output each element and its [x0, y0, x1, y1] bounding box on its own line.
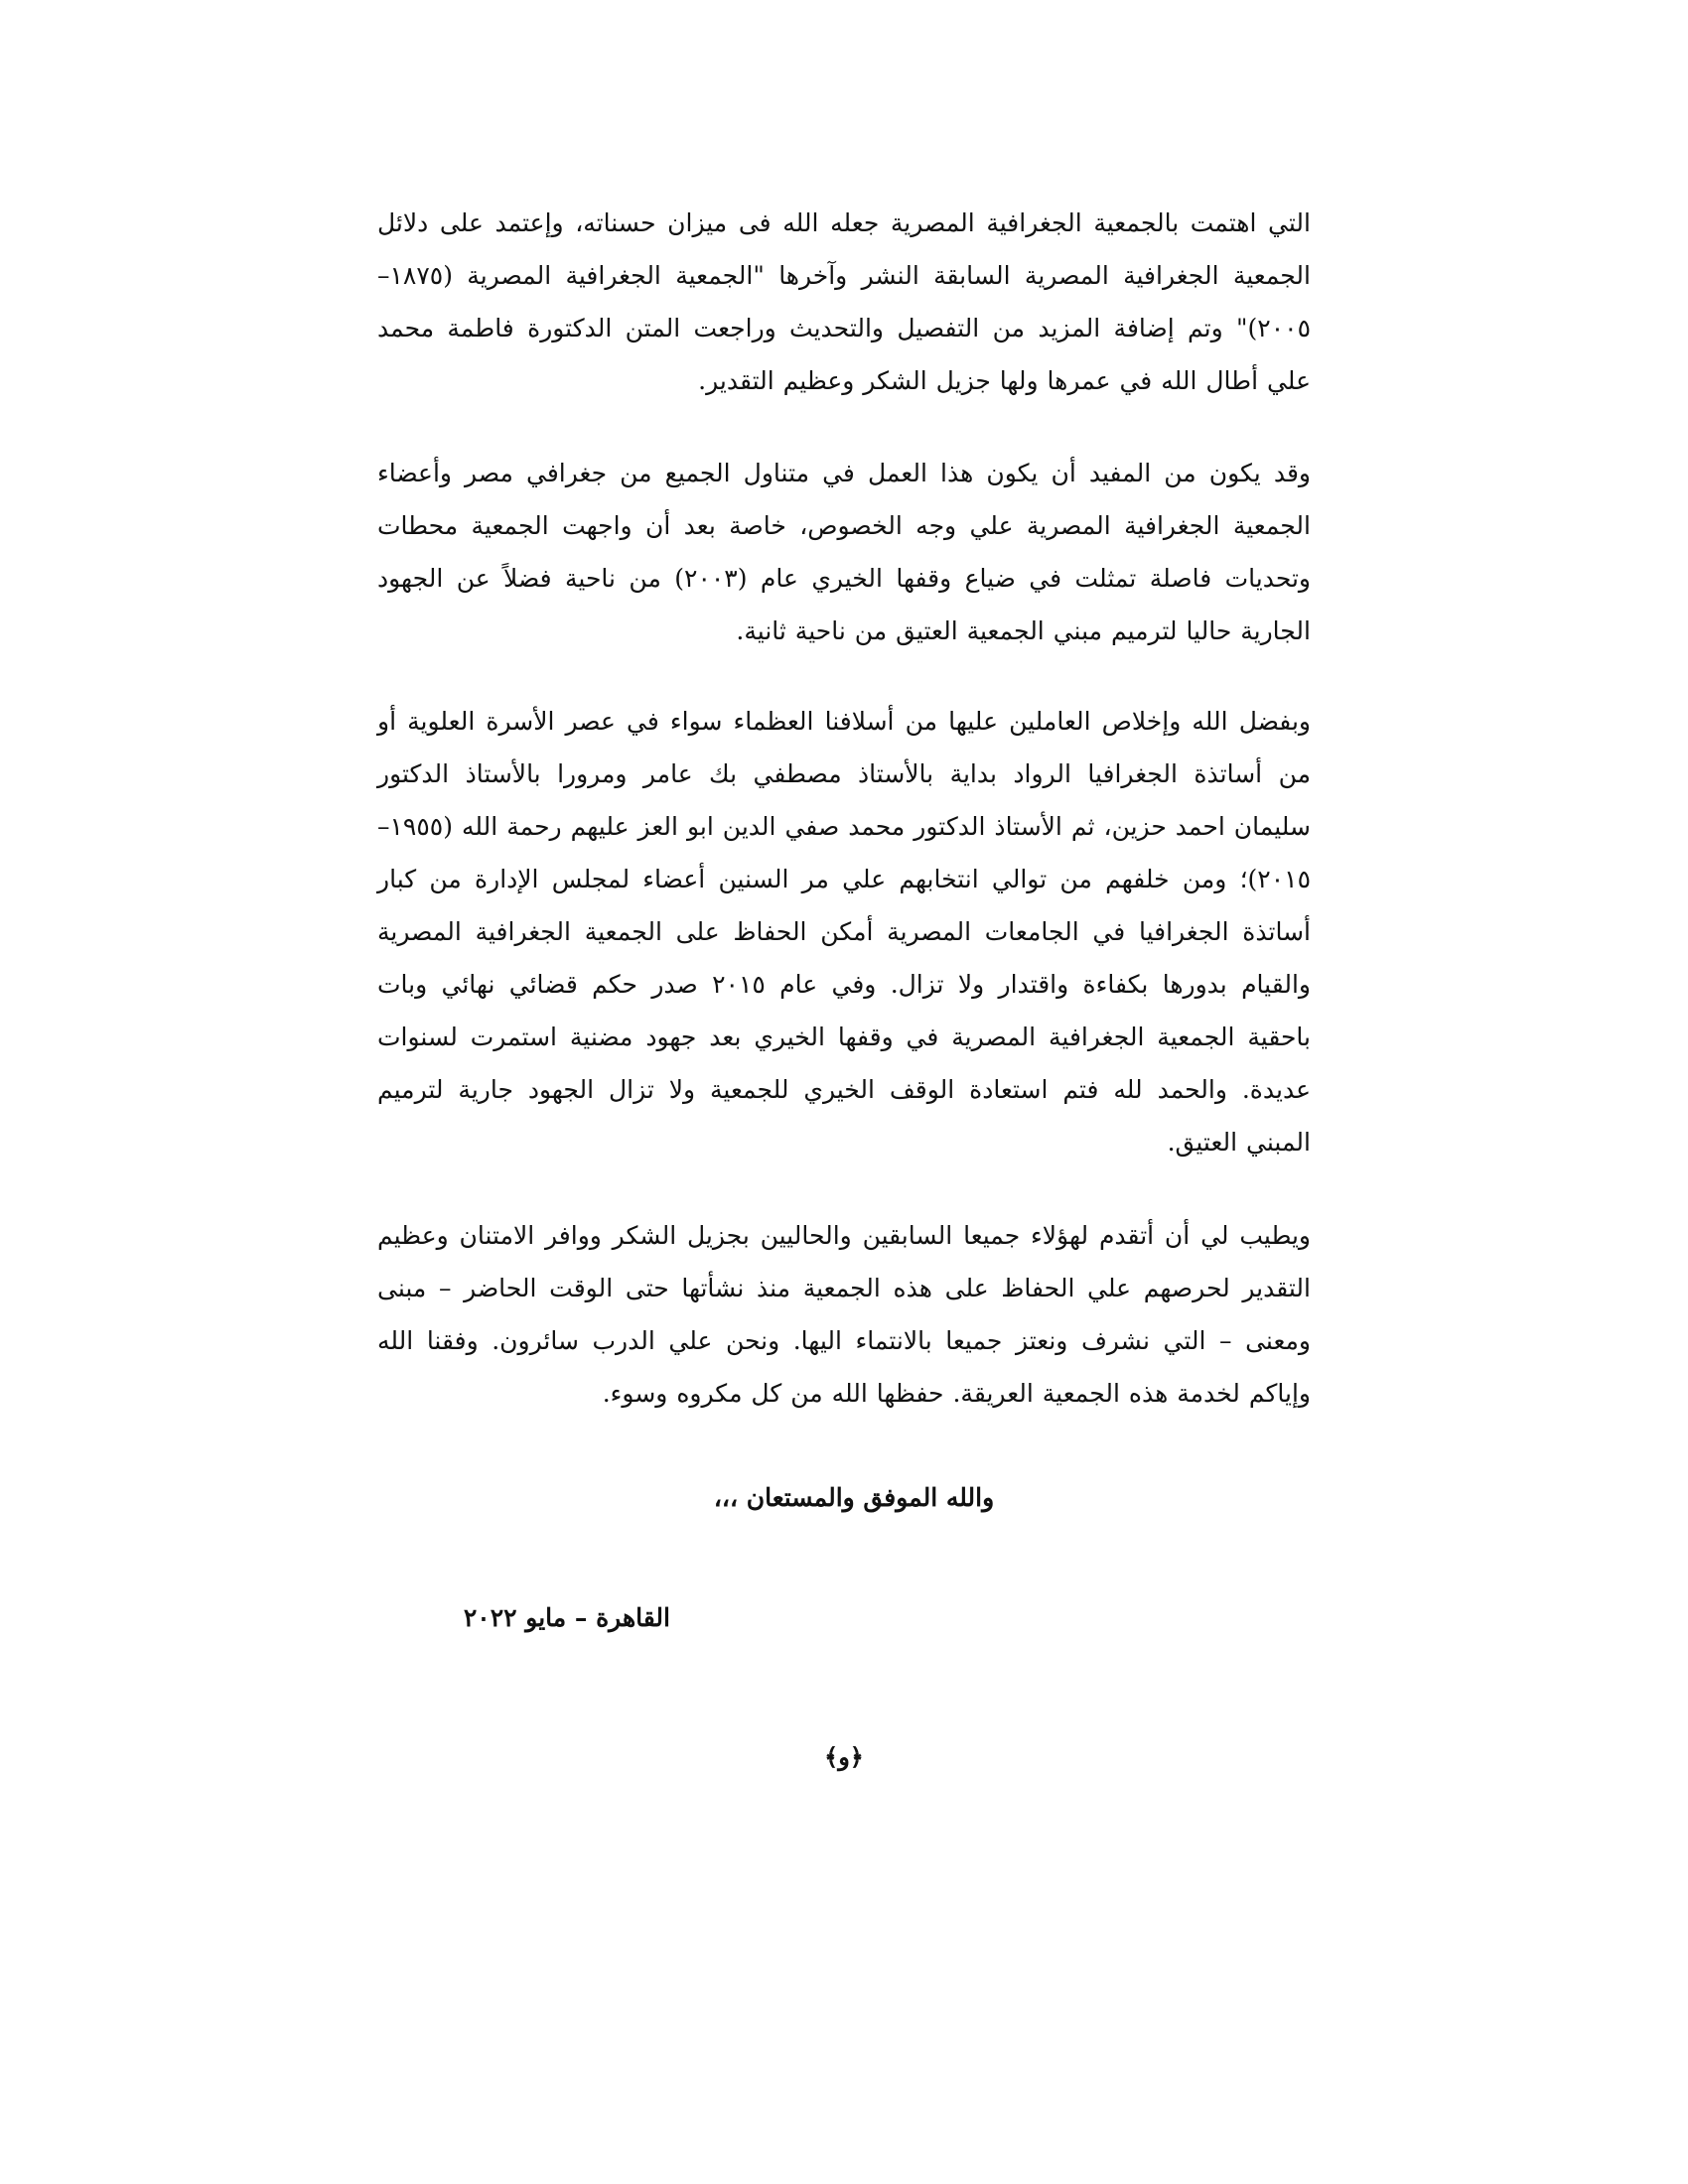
paragraph-4: [377, 1209, 1311, 1420]
paragraph-text: التي اهتمت بالجمعية الجغرافية المصرية جعله الله فى ميزان حسناته، وإعتمد على دلائل الجمعية الجغرافية المصرية السابقة النشر وآخرها "الجمعية الجغرافية المصرية (١٨٧٥–٢٠٠٥)" وتم إضافة المزيد من التفصيل والتحديث وراجعت المتن الدكتورة فاطمة محمد علي أطال الله في عمرها ولها جزيل الشكر وعظيم التقدير.: [377, 208, 1311, 395]
paragraph-3: [377, 695, 1311, 1168]
closing-line: والله الموفق والمستعان ،،،: [713, 1483, 995, 1512]
paragraph-text: وبفضل الله وإخلاص العاملين عليها من أسلافنا العظماء سواء في عصر الأسرة العلوية أو من أساتذة الجغرافيا الرواد بداية بالأستاذ مصطفي بك عامر ومرورا بالأستاذ الدكتور سليمان احمد حزين، ثم الأستاذ الدكتور محمد صفي الدين ابو العز عليهم رحمة الله (١٩٥٥–٢٠١٥)؛ ومن خلفهم من توالي انتخابهم علي مر السنين أعضاء لمجلس الإدارة من كبار أساتذة الجغرافيا في الجامعات المصرية أمكن الحفاظ على الجمعية الجغرافية المصرية والقيام بدورها بكفاءة واقتدار ولا تزال. وفي عام ٢٠١٥ صدر حكم قضائي نهائي وبات باحقية الجمعية الجغرافية المصرية في وقفها الخيري بعد جهود مضنية استمرت لسنوات عديدة. والحمد لله فتم استعادة الوقف الخيري للجمعية ولا تزال الجهود جارية لترميم المبني العتيق.: [377, 707, 1311, 1157]
paragraph-text: وقد يكون من المفيد أن يكون هذا العمل في متناول الجميع من جغرافي مصر وأعضاء الجمعية الجغرافية المصرية علي وجه الخصوص، خاصة بعد أن واجهت الجمعية محطات وتحديات فاصلة تمثلت في ضياع وقفها الخيري عام (٢٠٠٣) من ناحية فضلاً عن الجهود الجارية حاليا لترميم مبني الجمعية العتيق من ناحية ثانية.: [377, 459, 1312, 645]
paragraph-text: ويطيب لي أن أتقدم لهؤلاء جميعا السابقين والحاليين بجزيل الشكر ووافر الامتنان وعظيم التقدير لحرصهم علي الحفاظ على هذه الجمعية منذ نشأتها حتى الوقت الحاضر – مبنى ومعنى – التي نشرف ونعتز جميعا بالانتماء اليها. ونحن علي الدرب سائرون. وفقنا الله وإياكم لخدمة هذه الجمعية العريقة. حفظها الله من كل مكروه وسوء.: [377, 1221, 1311, 1408]
paragraph-1: [377, 197, 1311, 407]
page-number: ﴿و﴾: [824, 1742, 864, 1771]
place-date-signature: القاهرة – مايو ٢٠٢٢: [463, 1603, 670, 1632]
paragraph-2: [377, 447, 1311, 657]
